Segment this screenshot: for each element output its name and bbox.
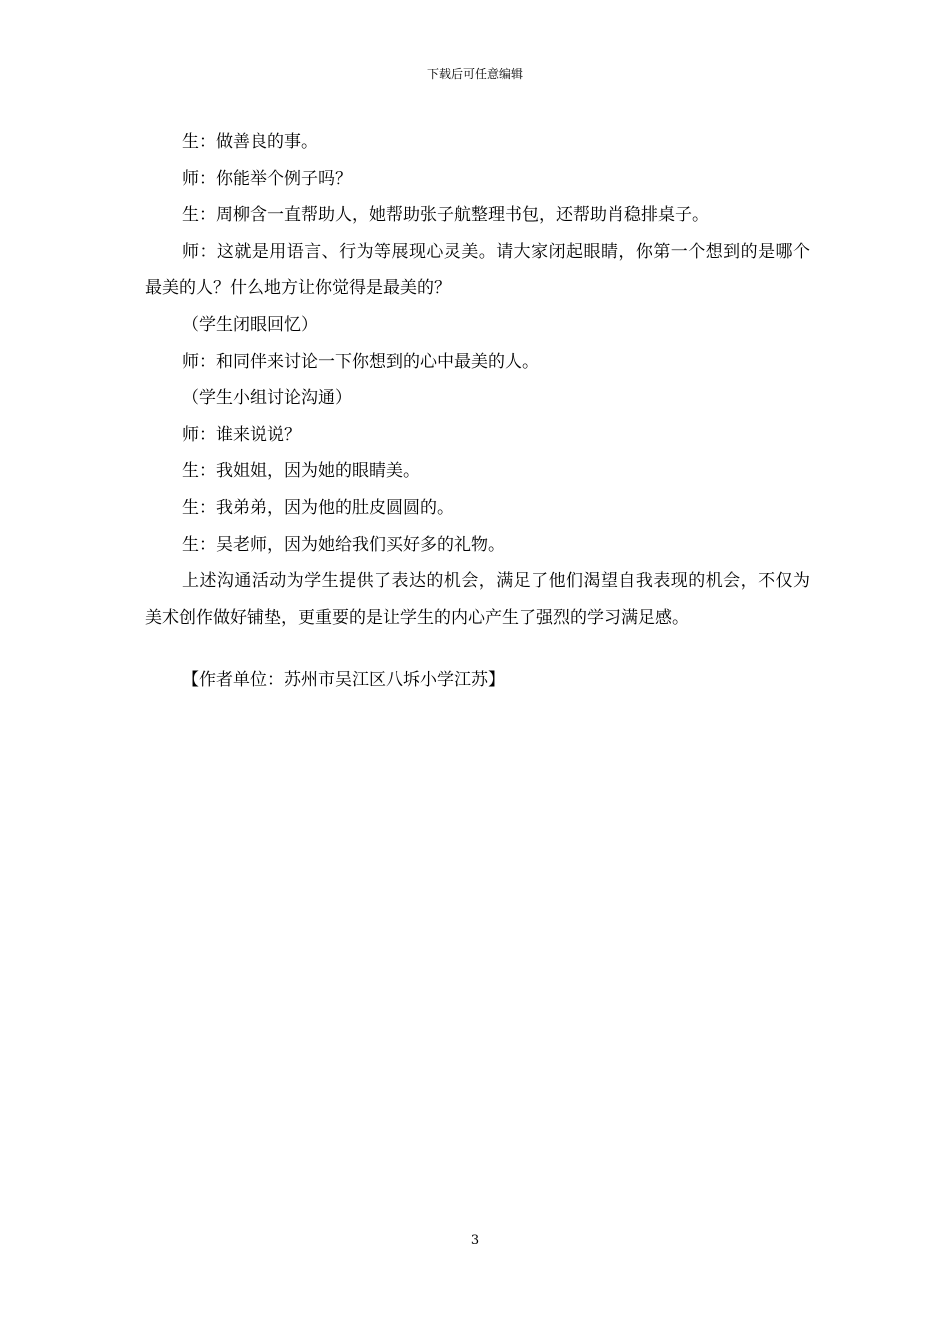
paragraph: 师：和同伴来讨论一下你想到的心中最美的人。 (182, 351, 539, 372)
page-header: 下载后可任意编辑 (426, 67, 523, 81)
paragraph: （学生闭眼回忆） (182, 314, 318, 335)
paragraph-spacer (145, 636, 810, 662)
paragraph: 师：这就是用语言、行为等展现心灵美。请大家闭起眼睛，你第一个想到的是哪个最美的人？什么地方让你觉得是最美的？ (145, 241, 810, 299)
paragraph: 师：谁来说说？ (182, 424, 301, 445)
document-body (145, 124, 810, 699)
paragraph: （学生小组讨论沟通） (182, 388, 352, 409)
paragraph: 生：我弟弟，因为他的肚皮圆圆的。 (182, 497, 454, 518)
paragraph: 生：吴老师，因为她给我们买好多的礼物。 (182, 534, 505, 555)
paragraph: 生：我姐姐，因为她的眼睛美。 (182, 461, 420, 482)
author-affiliation: 【作者单位：苏州市吴江区八坼小学江苏】 (182, 670, 505, 691)
paragraph: 师：你能举个例子吗？ (182, 168, 352, 189)
paragraph: 生：做善良的事。 (182, 132, 318, 152)
paragraph: 生：周柳含一直帮助人，她帮助张子航整理书包，还帮助肖稳排桌子。 (182, 205, 709, 226)
page-number: 3 (470, 1233, 480, 1248)
paragraph: 上述沟通活动为学生提供了表达的机会，满足了他们渴望自我表现的机会，不仅为美术创作做好铺垫，更重要的是让学生的内心产生了强烈的学习满足感。 (145, 571, 810, 628)
